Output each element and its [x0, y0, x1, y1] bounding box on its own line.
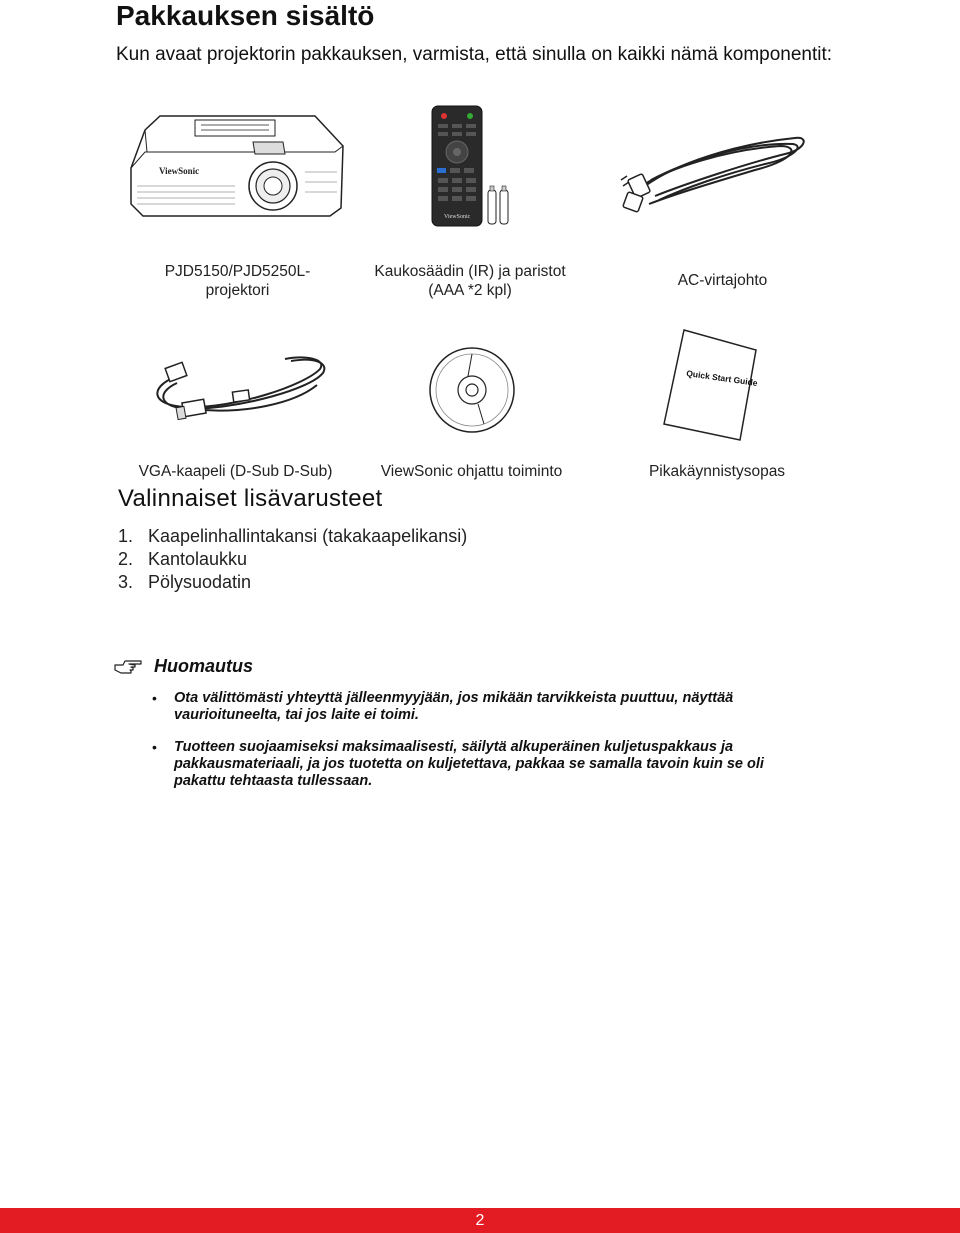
package-item-label: AC-virtajohto — [677, 272, 768, 289]
package-item-label: VGA-kaapeli (D-Sub D-Sub) — [138, 463, 333, 480]
package-item-label: Kaukosäädin (IR) ja paristot (AAA *2 kpl) — [374, 263, 566, 299]
note-item: Tuotteen suojaamiseksi maksimaalisesti, säilytä alkuperäinen kuljetuspakkaus ja pakkausmateriaali, ja jos tuotetta on kuljetettava, pakkaa se samalla tavoin kuin se oli pakattu tehtaasta tullessaan. — [174, 739, 764, 789]
guide-title-text: Quick Start Guide — [685, 368, 759, 388]
bullet-icon: • — [152, 739, 157, 755]
package-item-label: Pikakäynnistysopas — [648, 463, 786, 480]
projector-brand-text: ViewSonic — [159, 166, 200, 176]
list-item: 2. Kantolaukku — [118, 549, 248, 569]
power-cord-image — [615, 124, 810, 214]
intro-text: Kun avaat projektorin pakkauksen, varmista, että sinulla on kaikki nämä komponentit: — [116, 44, 833, 65]
list-item: 1. Kaapelinhallintakansi (takakaapelikansi) — [118, 526, 468, 546]
note-item: Ota välittömästi yhteyttä jälleenmyyjään, jos mikään tarvikkeista puuttuu, näyttää vaurioituneelta, tai jos laite ei toimi. — [174, 690, 734, 723]
note-title: Huomautus — [154, 656, 253, 676]
vga-cable-image — [145, 345, 330, 430]
list-item: 3. Pölysuodatin — [118, 572, 252, 592]
remote-brand-text: ViewSonic — [444, 214, 471, 220]
quick-start-guide-image — [660, 328, 760, 443]
optional-accessories-heading: Valinnaiset lisävarusteet — [118, 485, 383, 512]
cd-image — [428, 346, 516, 434]
pointing-hand-icon — [113, 657, 143, 675]
page-number: 2 — [475, 1212, 485, 1229]
package-item-label: ViewSonic ohjattu toiminto — [380, 463, 563, 480]
remote-control-image — [430, 104, 520, 228]
bullet-icon: • — [152, 690, 157, 706]
projector-image — [125, 112, 350, 224]
page-title: Pakkauksen sisältö — [116, 0, 375, 31]
package-item-label: PJD5150/PJD5250L- projektori — [164, 263, 311, 299]
